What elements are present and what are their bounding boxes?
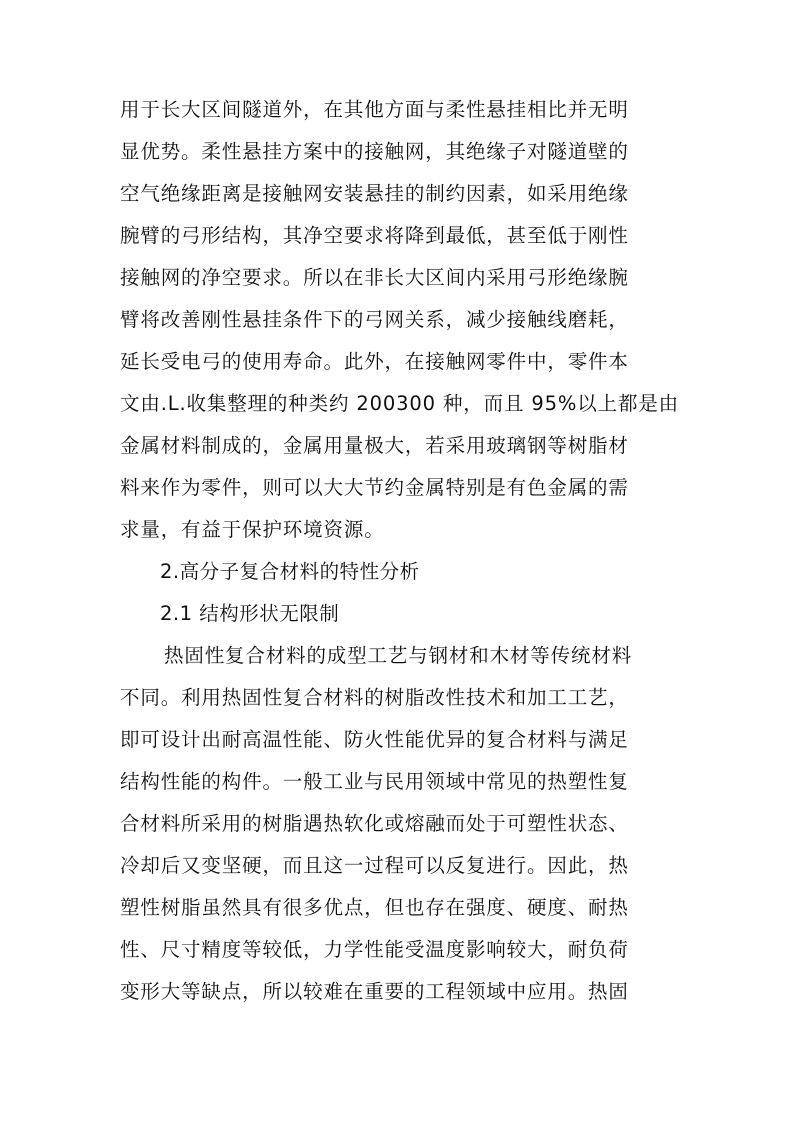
text-line: 腕臂的弓形结构，其净空要求将降到最低，甚至低于刚性 (120, 224, 629, 247)
text-line: 接触网的净空要求。所以在非长大区间内采用弓形绝缘腕 (120, 266, 629, 289)
text-line: 文由.L.收集整理的种类约 200300 种，而且 95%以上都是由 (120, 392, 680, 415)
text-line: 延长受电弓的使用寿命。此外，在接触网零件中，零件本 (120, 350, 629, 373)
text-line: 求量，有益于保护环境资源。 (120, 518, 385, 541)
text-line: 不同。利用热固性复合材料的树脂改性技术和加工工艺， (120, 686, 629, 709)
text-line: 结构性能的构件。一般工业与民用领域中常见的热塑性复 (120, 770, 629, 793)
text-line: 性、尺寸精度等较低，力学性能受温度影响较大，耐负荷 (120, 938, 629, 961)
text-line: 空气绝缘距离是接触网安装悬挂的制约因素，如采用绝缘 (120, 182, 629, 205)
subsection-heading: 2.1 结构形状无限制 (160, 602, 340, 625)
text-line: 合材料所采用的树脂遇热软化或熔融而处于可塑性状态、 (120, 812, 629, 835)
text-line: 变形大等缺点，所以较难在重要的工程领域中应用。热固 (120, 980, 629, 1003)
section-heading: 2.高分子复合材料的特性分析 (160, 560, 420, 583)
text-line: 即可设计出耐高温性能、防火性能优异的复合材料与满足 (120, 728, 629, 751)
text-line: 料来作为零件，则可以大大节约金属特别是有色金属的需 (120, 476, 629, 499)
text-line: 显优势。柔性悬挂方案中的接触网，其绝缘子对隧道壁的 (120, 140, 629, 163)
document-body (120, 89, 680, 1013)
text-line: 金属材料制成的，金属用量极大，若采用玻璃钢等树脂材 (120, 434, 629, 457)
text-line: 臂将改善刚性悬挂条件下的弓网关系，减少接触线磨耗， (120, 308, 629, 331)
text-line: 冷却后又变坚硬，而且这一过程可以反复进行。因此，热 (120, 854, 629, 877)
paragraph-first-line: 热固性复合材料的成型工艺与钢材和木材等传统材料 (164, 644, 633, 667)
text-line: 用于长大区间隧道外，在其他方面与柔性悬挂相比并无明 (120, 98, 629, 121)
text-line: 塑性树脂虽然具有很多优点，但也存在强度、硬度、耐热 (120, 896, 629, 919)
